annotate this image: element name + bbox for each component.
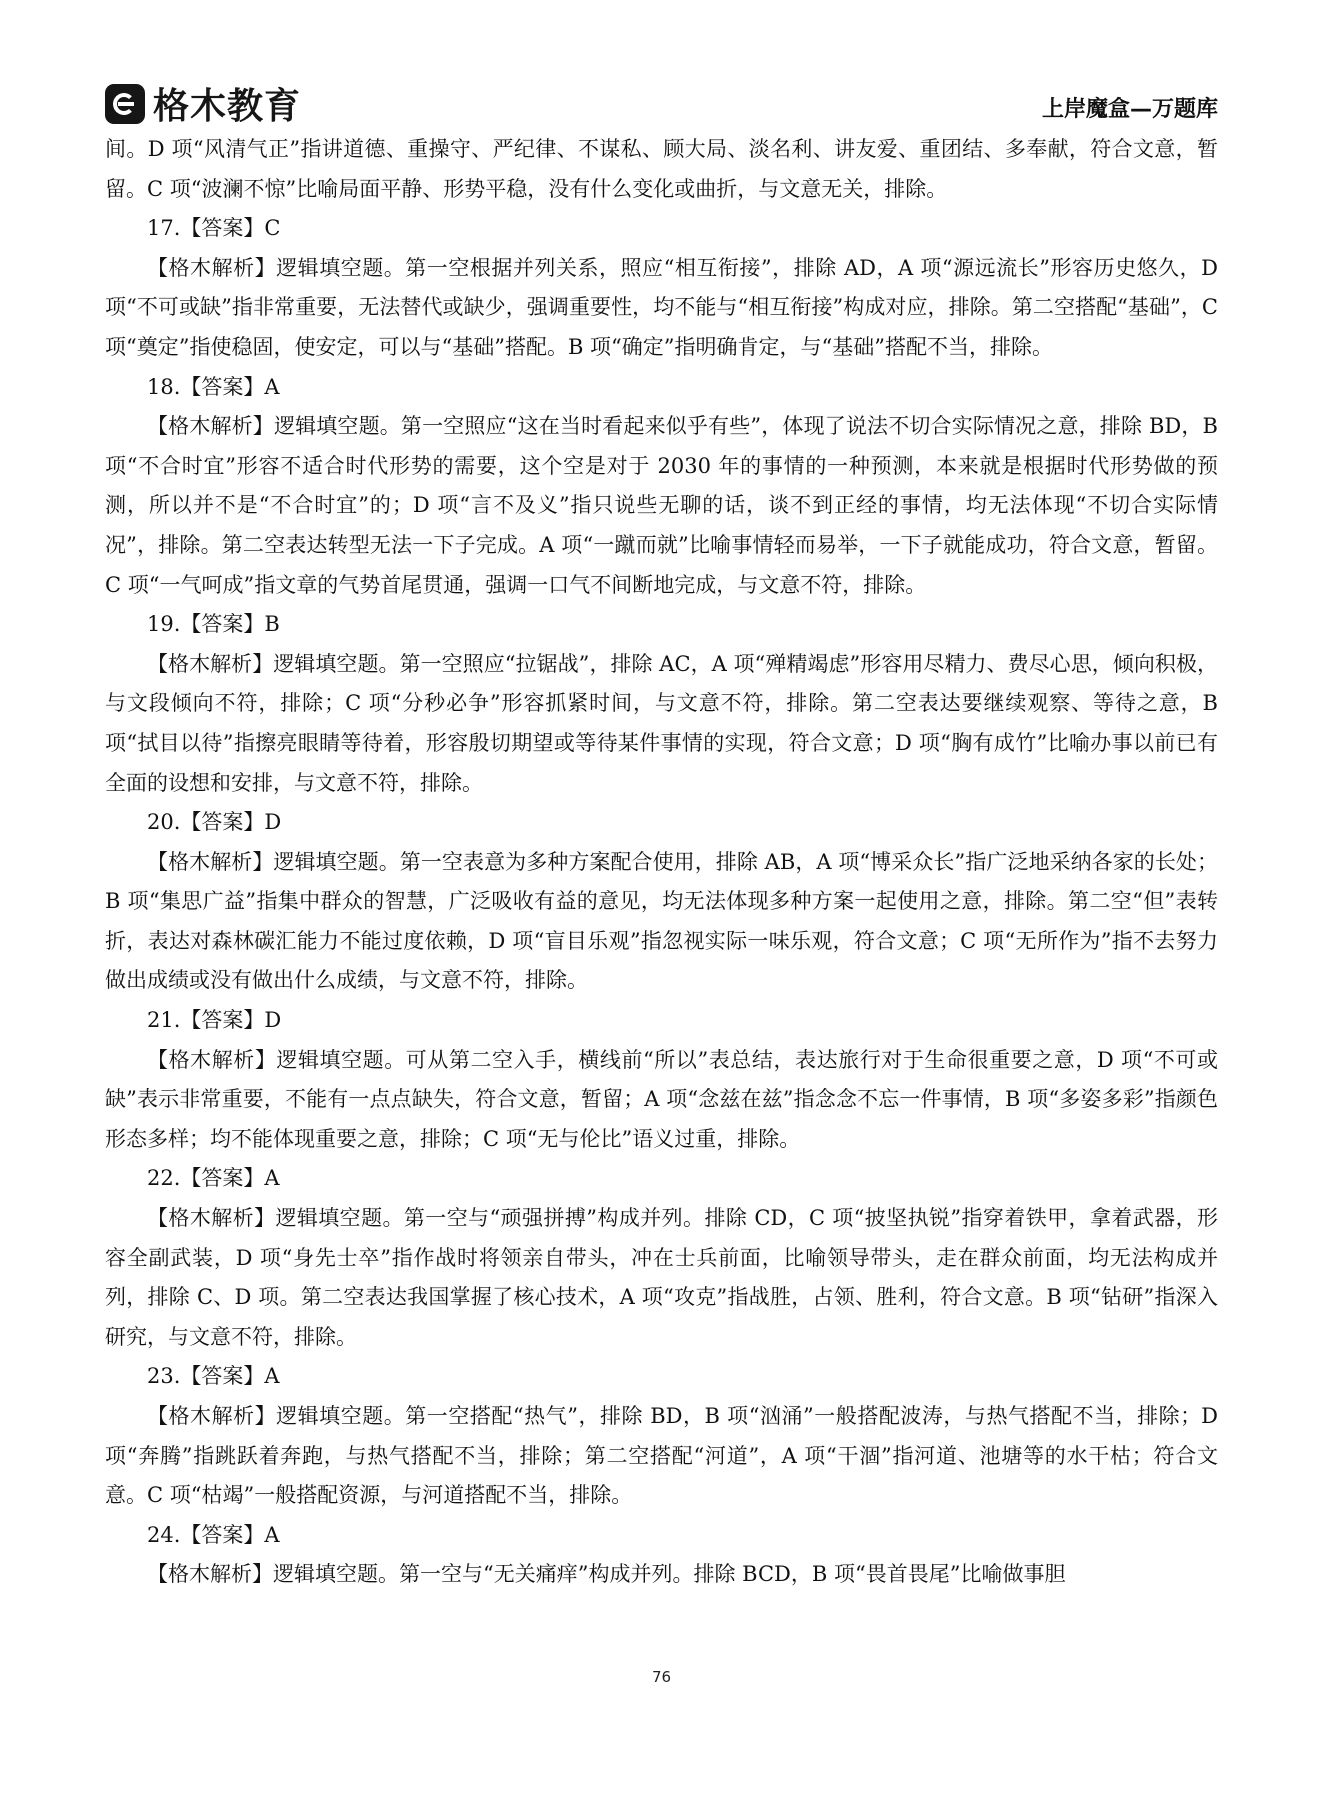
answer-23: 23.【答案】A: [147, 1364, 280, 1389]
analysis-21: 【格木解析】逻辑填空题。可从第二空入手，横线前“所以”表总结，表达旅行对于生命很重要之意，D 项“不可或缺”表示非常重要，不能有一点点缺失，符合文意，暂留；A 项“念兹在兹”指念念不忘一件事情，B 项“多姿多彩”指颜色形态多样；均不能体现重要之意，排除；C 项“无与伦比”语义过重，排除。: [105, 1047, 1218, 1151]
answer-17: 17.【答案】C: [147, 216, 281, 241]
document-body: [105, 130, 1218, 1595]
answer-24: 24.【答案】A: [147, 1522, 280, 1547]
answer-19: 19.【答案】B: [147, 612, 280, 637]
answer-18: 18.【答案】A: [147, 374, 280, 399]
analysis-20: 【格木解析】逻辑填空题。第一空表意为多种方案配合使用，排除 AB，A 项“博采众长”指广泛地采纳各家的长处；B 项“集思广益”指集中群众的智慧，广泛吸收有益的意见，均无法体现多种方案一起使用之意，排除。第二空“但”表转折，表达对森林碳汇能力不能过度依赖，D 项“盲目乐观”指忽视实际一味乐观，符合文意；C 项“无所作为”指不去努力做出成绩或没有做出什么成绩，与文意不符，排除。: [105, 849, 1218, 993]
header-title: 上岸魔盒—万题库: [1041, 97, 1218, 122]
page-number: 76: [651, 1668, 672, 1686]
analysis-19: 【格木解析】逻辑填空题。第一空照应“拉锯战”，排除 AC，A 项“殚精竭虑”形容用尽精力、费尽心思，倾向积极，与文段倾向不符，排除；C 项“分秒必争”形容抓紧时间，与文意不符，排除。第二空表达要继续观察、等待之意，B 项“拭目以待”指擦亮眼睛等待着，形容殷切期望或等待某件事情的实现，符合文意；D 项“胸有成竹”比喻办事以前已有全面的设想和安排，与文意不符，排除。: [105, 651, 1218, 795]
analysis-24: 【格木解析】逻辑填空题。第一空与“无关痛痒”构成并列。排除 BCD，B 项“畏首畏尾”比喻做事胆: [147, 1562, 1066, 1587]
brand-logo: [105, 78, 301, 129]
analysis-17: 【格木解析】逻辑填空题。第一空根据并列关系，照应“相互衔接”，排除 AD，A 项“源远流长”形容历史悠久，D 项“不可或缺”指非常重要，无法替代或缺少，强调重要性，均不能与“相互衔接”构成对应，排除。第二空搭配“基础”，C 项“奠定”指使稳固，使安定，可以与“基础”搭配。B 项“确定”指明确肯定，与“基础”搭配不当，排除。: [105, 255, 1218, 359]
analysis-22: 【格木解析】逻辑填空题。第一空与“顽强拼搏”构成并列。排除 CD，C 项“披坚执锐”指穿着铁甲，拿着武器，形容全副武装，D 项“身先士卒”指作战时将领亲自带头，冲在士兵前面，比喻领导带头，走在群众前面，均无法构成并列，排除 C、D 项。第二空表达我国掌握了核心技术，A 项“攻克”指战胜，占领、胜利，符合文意。B 项“钻研”指深入研究，与文意不符，排除。: [105, 1206, 1218, 1349]
paragraph-continued: 间。D 项“风清气正”指讲道德、重操守、严纪律、不谋私、顾大局、淡名利、讲友爱、重团结、多奉献，符合文意，暂留。C 项“波澜不惊”比喻局面平静、形势平稳，没有什么变化或曲折，与文意无关，排除。: [105, 137, 1218, 201]
answer-22: 22.【答案】A: [147, 1166, 280, 1191]
analysis-23: 【格木解析】逻辑填空题。第一空搭配“热气”，排除 BD，B 项“汹涌”一般搭配波涛，与热气搭配不当，排除；D 项“奔腾”指跳跃着奔跑，与热气搭配不当，排除；第二空搭配“河道”，A 项“干涸”指河道、池塘等的水干枯；符合文意。C 项“枯竭”一般搭配资源，与河道搭配不当，排除。: [105, 1404, 1218, 1508]
answer-21: 21.【答案】D: [147, 1008, 282, 1033]
analysis-18: 【格木解析】逻辑填空题。第一空照应“这在当时看起来似乎有些”，体现了说法不切合实际情况之意，排除 BD，B 项“不合时宜”形容不适合时代形势的需要，这个空是对于 2030 年的事情的一种预测，本来就是根据时代形势做的预测，所以并不是“不合时宜”的；D 项“言不及义”指只说些无聊的话，谈不到正经的事情，均无法体现“不切合实际情况”，排除。第二空表达转型无法一下子完成。A 项“一蹴而就”比喻事情轻而易举，一下子就能成功，符合文意，暂留。C 项“一气呵成”指文章的气势首尾贯通，强调一口气不间断地完成，与文意不符，排除。: [105, 414, 1218, 597]
page-header: [105, 78, 1218, 138]
logo-icon: [105, 84, 145, 124]
answer-20: 20.【答案】D: [147, 810, 282, 835]
logo-text: 格木教育: [153, 86, 302, 127]
